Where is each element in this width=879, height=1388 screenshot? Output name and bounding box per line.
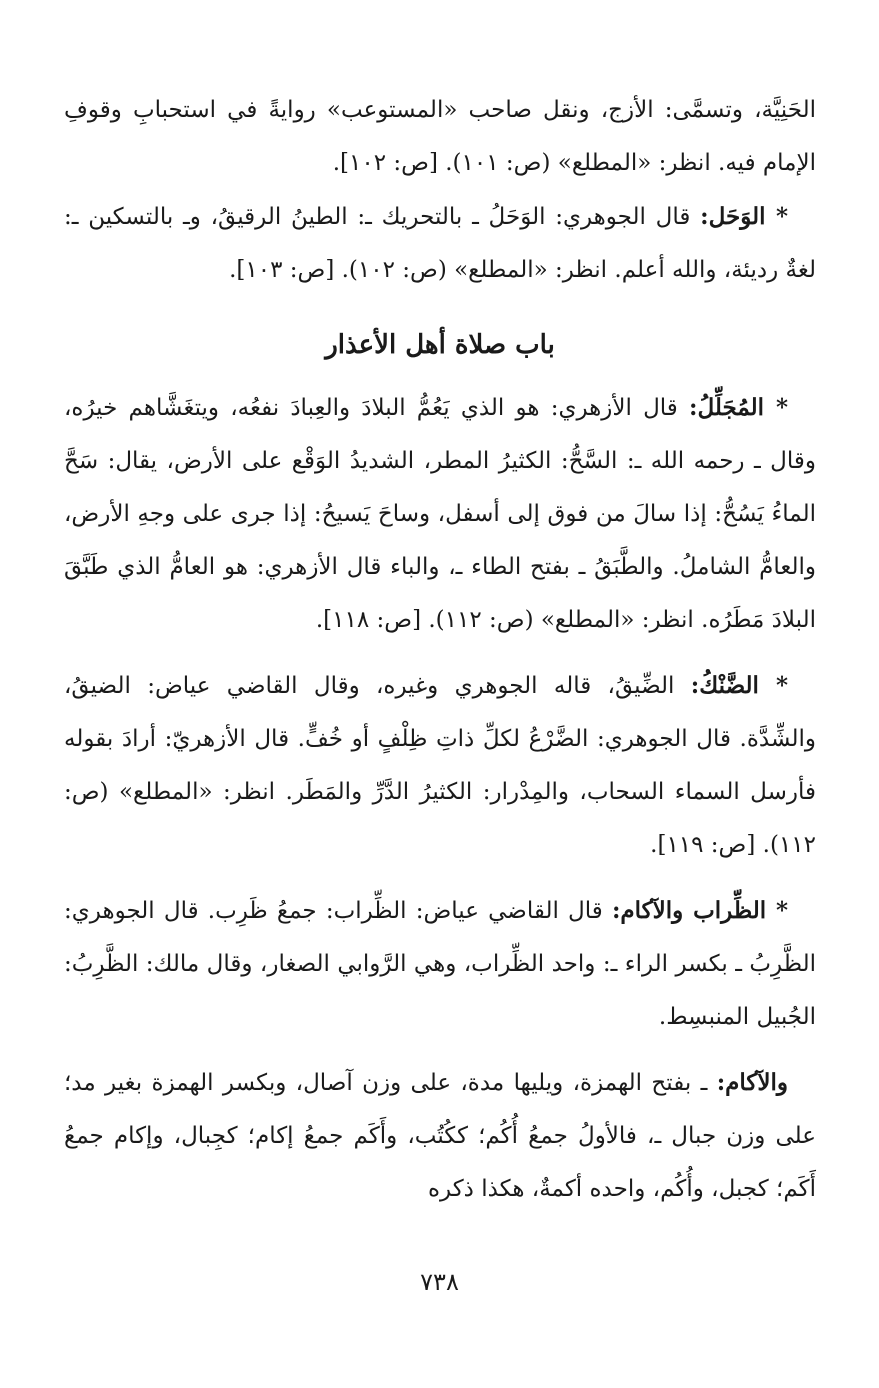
- entry-text: قال الأزهري: هو الذي يَعُمُّ البلادَ والعِبادَ نفعُه، ويتغَشَّاهم خيرُه، وقال ـ رحمه الله ـ: السَّحُّ: الكثيرُ المطر، الشديدُ الوَقْع على الأرض، يقال: سَحَّ الماءُ يَسُحُّ: إذا سالَ من فوق إلى أسفل، وساحَ يَسيحُ: إذا جرى على وجهِ الأرض، والعامُّ الشاملُ. والطَّبَقُ ـ بفتح الطاء ـ، والباء قال الأزهري: هو العامُّ الذي طَبَّقَ البلادَ مَطَرُه. انظر: «المطلع» (ص: ١١٢). [ص: ١١٨].: [64, 395, 816, 633]
- entry-mujallil: [64, 381, 816, 647]
- paragraph-text: الحَنِيَّة، وتسمَّى: الأزج، ونقل صاحب «المستوعب» روايةً في استحبابِ وقوفِ الإمام فيه. انظر: «المطلع» (ص: ١٠١). [ص: ١٠٢].: [64, 97, 816, 176]
- chapter-heading: باب صلاة أهل الأعذار: [325, 330, 555, 360]
- entry-text: الضِّيقُ، قاله الجوهري وغيره، وقال القاضي عياض: الضيقُ، والشِّدَّة. قال الجوهري: الضَّرْعُ لكلِّ ذاتِ ظِلْفٍ أو خُفٍّ. قال الأزهريّ: أرادَ بقوله فأرسل السماء السحاب، والمِدْرار: الكثيرُ الدَّرِّ والمَطَر. انظر: «المطلع» (ص: ١١٢). [ص: ١١٩].: [64, 673, 816, 858]
- entry-zirab: [64, 884, 816, 1044]
- entry-headword: * الظِّراب والآكام:: [611, 897, 789, 924]
- entry-dank: [64, 659, 816, 872]
- entry-text: قال القاضي عياض: الظِّراب: جمعُ ظَرِب. قال الجوهري: الظَّرِبُ ـ بكسر الراء ـ: واحد الظِّراب، وهي الرَّوابي الصغار، وقال مالك: الظَّرِبُ: الجُبيل المنبسِط.: [64, 898, 816, 1030]
- entry-headword: * الوَحَل:: [700, 203, 788, 230]
- entry-wahal: [64, 190, 816, 297]
- entry-text: قال الجوهري: الوَحَلُ ـ بالتحريك ـ: الطينُ الرقيقُ، وـ بالتسكين ـ: لغةٌ رديئة، والله أعلم. انظر: «المطلع» (ص: ١٠٢). [ص: ١٠٣].: [64, 204, 816, 283]
- entry-headword: والآكام:: [716, 1069, 788, 1096]
- entry-headword: * المُجَلِّلُ:: [689, 394, 788, 421]
- entry-akam: [64, 1056, 816, 1216]
- page-body: [64, 84, 816, 1216]
- entry-text: ـ بفتح الهمزة، ويليها مدة، على وزن آصال، وبكسر الهمزة بغير مد؛ على وزن جبال ـ، فالأولُ جمعُ أُكُم؛ ككُتُب، وأَكَم جمعُ إكام؛ كجِبال، وإكام جمعُ أَكَم؛ كجبل، وأُكُم، واحده أكمةٌ، هكذا ذكره: [64, 1070, 816, 1202]
- page-number: ٧٣٨: [420, 1268, 459, 1296]
- paragraph-continuation: [64, 84, 816, 190]
- entry-headword: * الضَّنْكُ:: [690, 672, 788, 699]
